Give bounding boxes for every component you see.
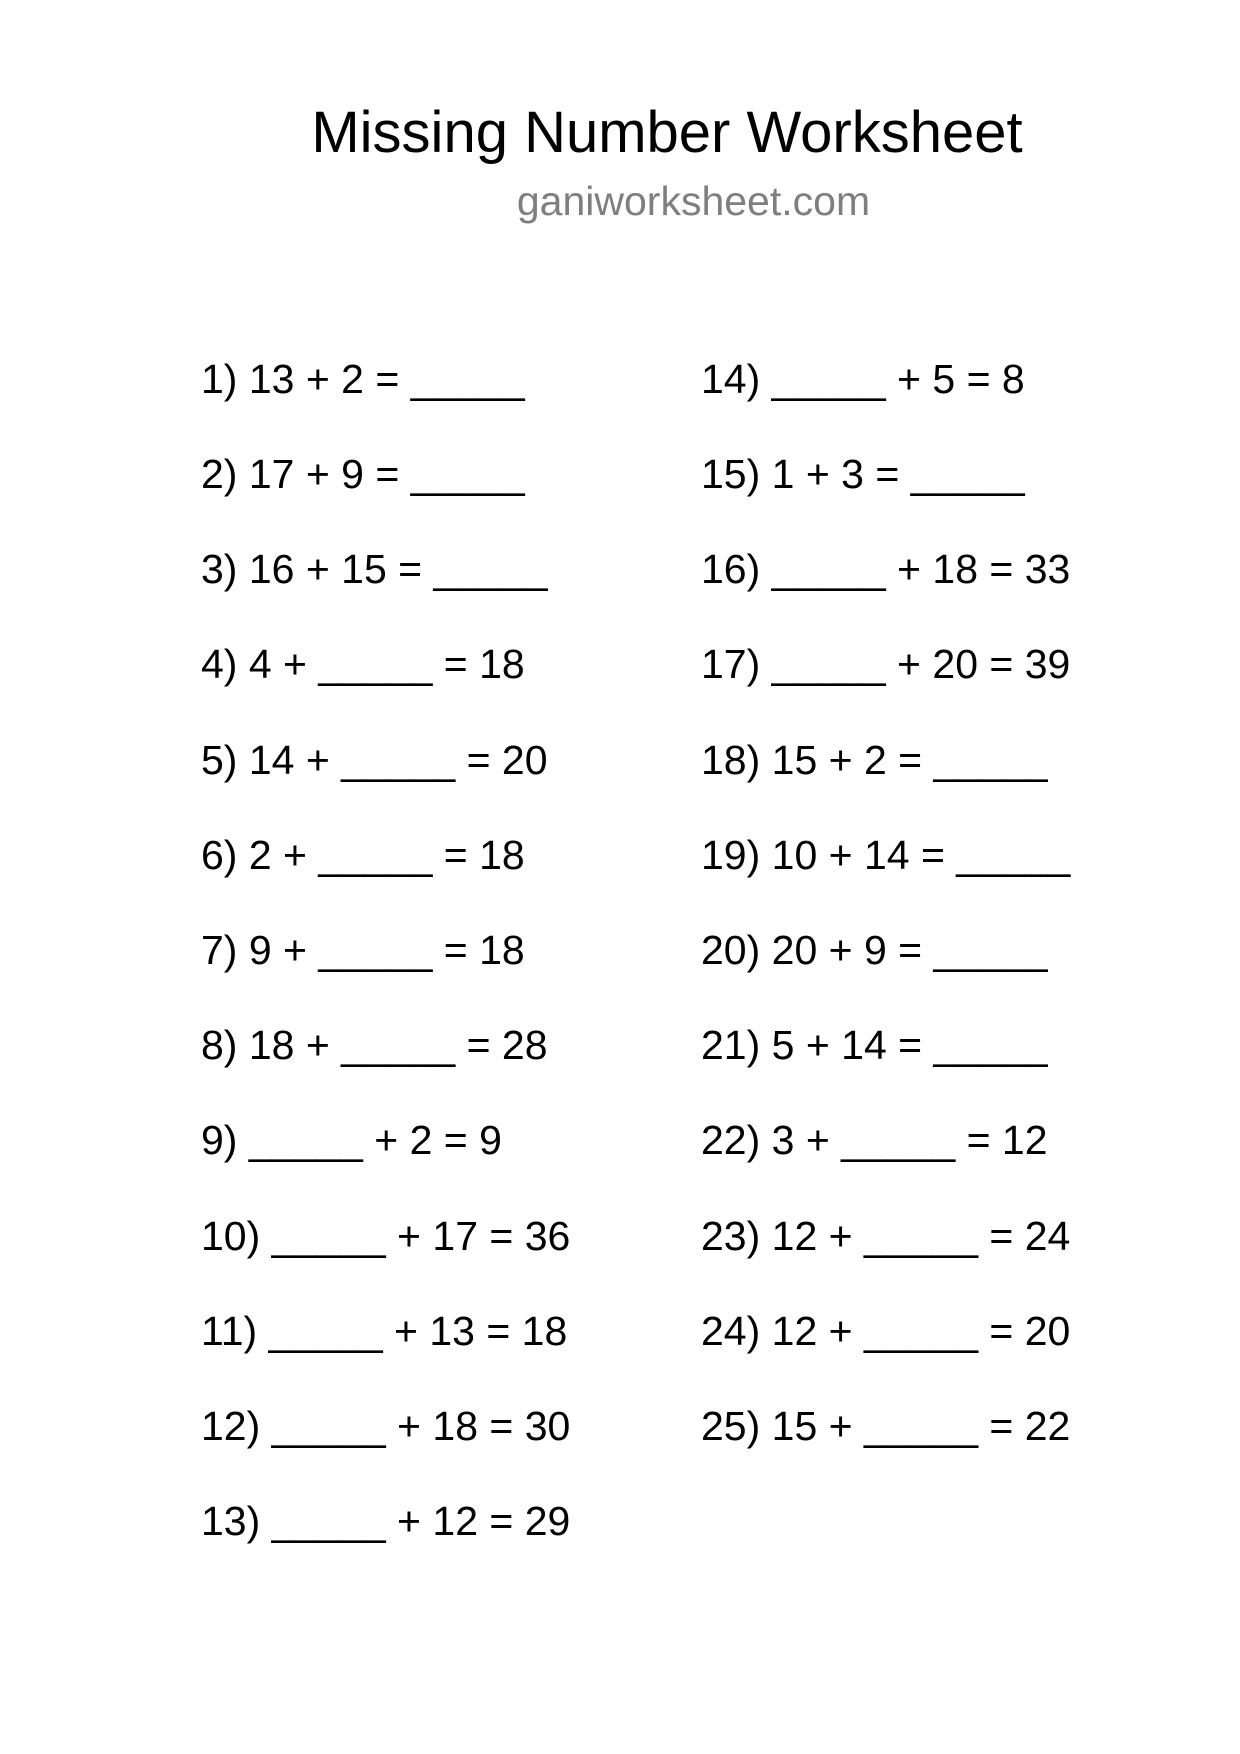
problem-15[interactable]: 15) 1 + 3 = _____ [701, 451, 1025, 497]
problem-22[interactable]: 22) 3 + _____ = 12 [701, 1117, 1048, 1163]
problem-7[interactable]: 7) 9 + _____ = 18 [201, 927, 525, 973]
website-subtitle: ganiworksheet.com [516, 178, 871, 224]
problem-25[interactable]: 25) 15 + _____ = 22 [701, 1403, 1071, 1449]
problem-18[interactable]: 18) 15 + 2 = _____ [701, 737, 1048, 783]
problem-2[interactable]: 2) 17 + 9 = _____ [201, 451, 525, 497]
problem-11[interactable]: 11) _____ + 13 = 18 [201, 1308, 568, 1354]
problem-19[interactable]: 19) 10 + 14 = _____ [701, 832, 1071, 878]
problem-20[interactable]: 20) 20 + 9 = _____ [701, 927, 1048, 973]
problem-12[interactable]: 12) _____ + 18 = 30 [201, 1403, 571, 1449]
problem-5[interactable]: 5) 14 + _____ = 20 [201, 737, 548, 783]
problem-21[interactable]: 21) 5 + 14 = _____ [701, 1022, 1048, 1068]
problem-1[interactable]: 1) 13 + 2 = _____ [201, 356, 525, 402]
problem-24[interactable]: 24) 12 + _____ = 20 [701, 1308, 1071, 1354]
problem-10[interactable]: 10) _____ + 17 = 36 [201, 1213, 571, 1259]
problem-8[interactable]: 8) 18 + _____ = 28 [201, 1022, 548, 1068]
problem-9[interactable]: 9) _____ + 2 = 9 [201, 1117, 502, 1163]
worksheet-title: Missing Number Worksheet [311, 100, 1023, 165]
problem-16[interactable]: 16) _____ + 18 = 33 [701, 546, 1071, 592]
problem-6[interactable]: 6) 2 + _____ = 18 [201, 832, 525, 878]
problem-17[interactable]: 17) _____ + 20 = 39 [701, 641, 1071, 687]
problem-23[interactable]: 23) 12 + _____ = 24 [701, 1213, 1071, 1259]
problem-4[interactable]: 4) 4 + _____ = 18 [201, 641, 525, 687]
problem-3[interactable]: 3) 16 + 15 = _____ [201, 546, 548, 592]
problem-14[interactable]: 14) _____ + 5 = 8 [701, 356, 1025, 402]
problem-13[interactable]: 13) _____ + 12 = 29 [201, 1498, 571, 1544]
